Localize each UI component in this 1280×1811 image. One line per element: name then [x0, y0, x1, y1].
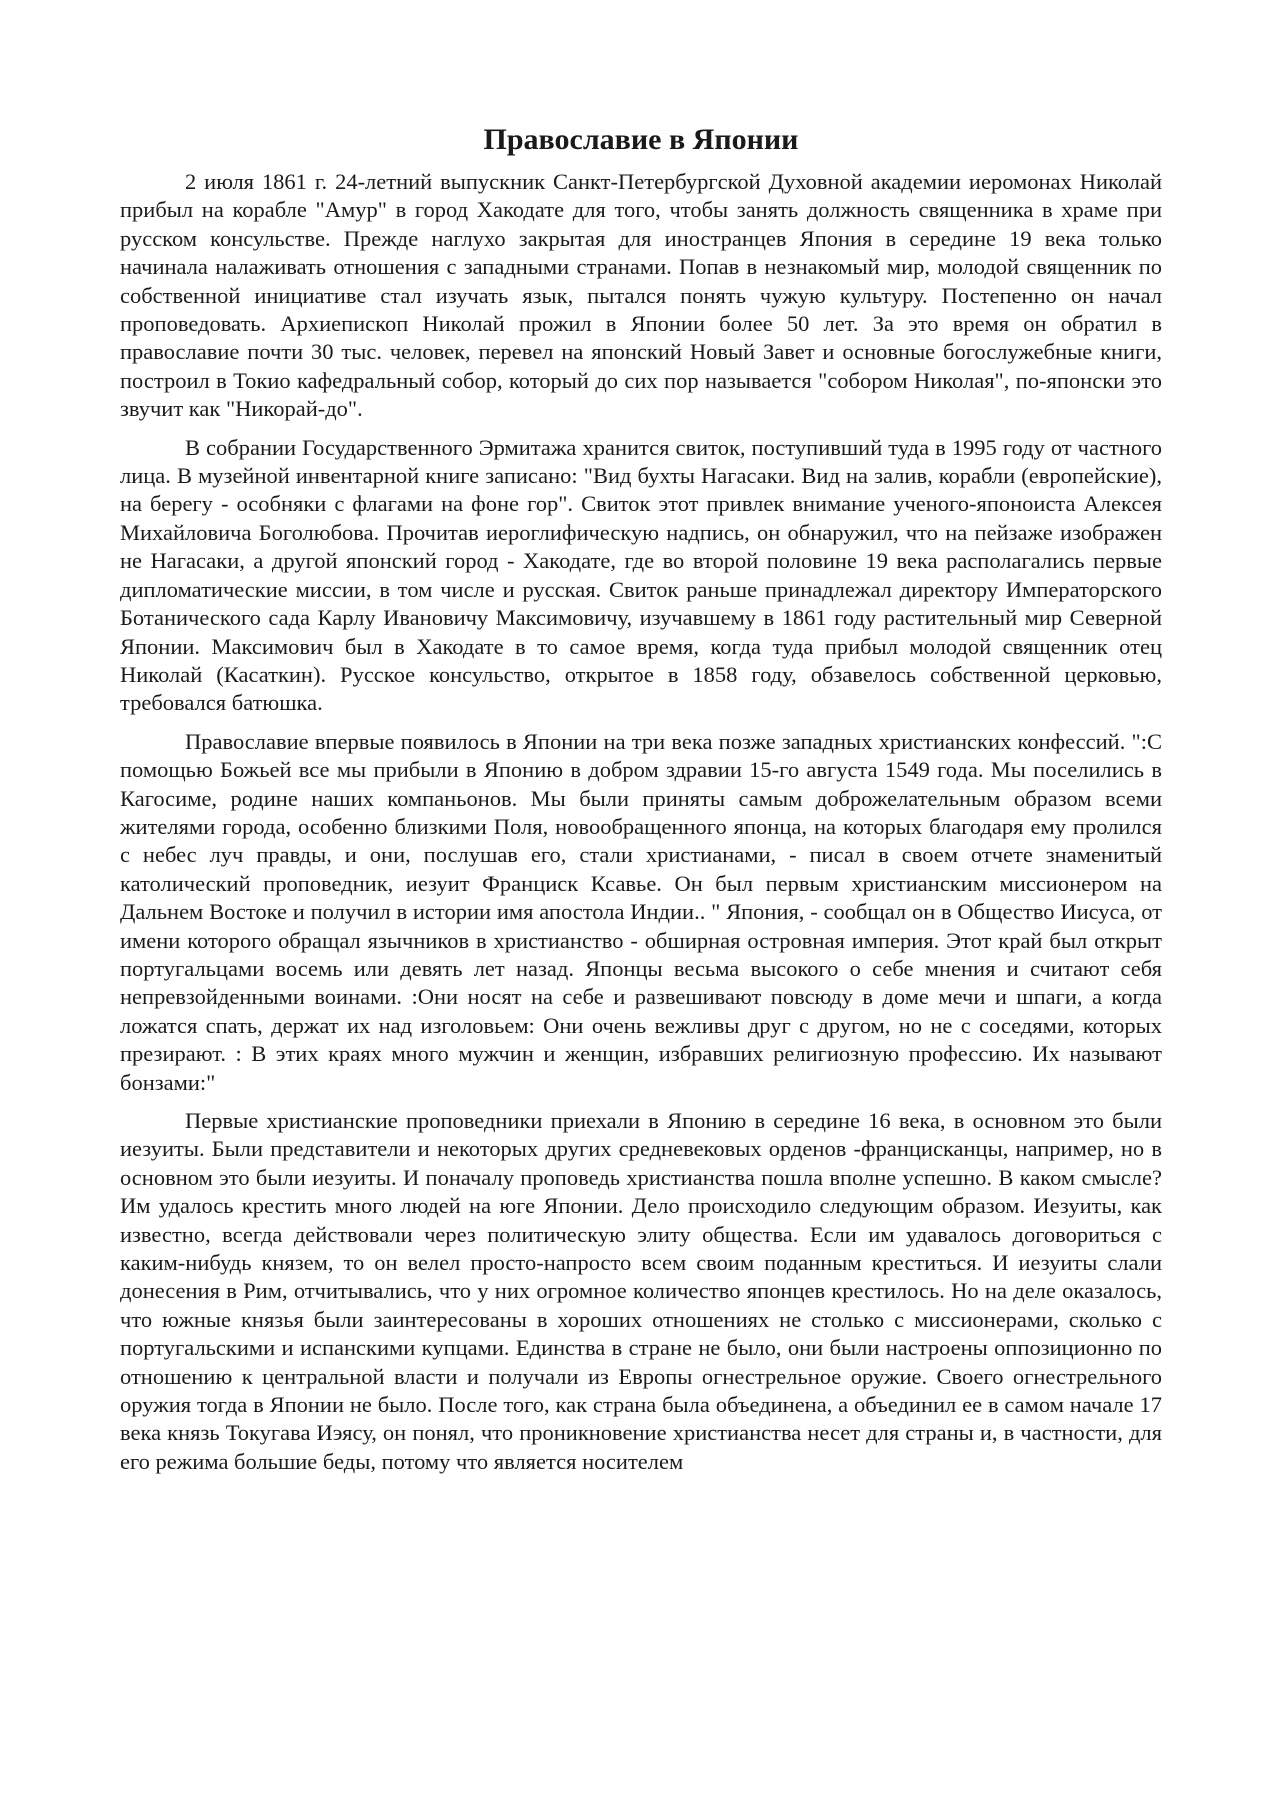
document-page: [120, 118, 1162, 1476]
paragraph-3: Православие впервые появилось в Японии на три века позже западных христианских конфессий. ":С помощью Божьей все мы прибыли в Японию в добром здравии 15-го августа 1549 года. Мы поселились в Кагосиме, родине наших компаньонов. Мы были приняты самым доброжелательным образом всеми жителями города, особенно близкими Поля, новообращенного японца, на которых благодаря ему пролился с небес луч правды, и они, послушав его, стали христианами, - писал в своем отчете знаменитый католический проповедник, иезуит Франциск Ксавье. Он был первым христианским миссионером на Дальнем Востоке и получил в истории имя апостола Индии.. " Япония, - сообщал он в Общество Иисуса, от имени которого обращал язычников в христианство - обширная островная империя. Этот край был открыт португальцами восемь или девять лет назад. Японцы весьма высокого о себе мнения и считают себя непревзойденными воинами. :Они носят на себе и развешивают повсюду в доме мечи и шпаги, а когда ложатся спать, держат их над изголовьем: Они очень вежливы друг с другом, но не с соседями, которых презирают. : В этих краях много мужчин и женщин, избравших религиозную профессию. Их называют бонзами:": [120, 728, 1162, 1095]
paragraph-4: Первые христианские проповедники приехали в Японию в середине 16 века, в основном это были иезуиты. Были представители и некоторых других средневековых орденов -францисканцы, например, но в основном это были иезуиты. И поначалу проповедь христианства пошла вполне успешно. В каком смысле? Им удалось крестить много людей на юге Японии. Дело происходило следующим образом. Иезуиты, как известно, всегда действовали через политическую элиту общества. Если им удавалось договориться с каким-нибудь князем, то он велел просто-напросто всем своим поданным креститься. И иезуиты слали донесения в Рим, отчитывались, что у них огромное количество японцев крестилось. Но на деле оказалось, что южные князья были заинтересованы в хороших отношениях не столько с миссионерами, сколько с португальскими и испанскими купцами. Единства в стране не было, они были настроены оппозиционно по отношению к центральной власти и получали из Европы огнестрельное оружие. Своего огнестрельного оружия тогда в Японии не было. После того, как страна была объединена, а объединил ее в самом начале 17 века князь Токугава Иэясу, он понял, что проникновение христианства несет для страны и, в частности, для его режима большие беды, потому что является носителем: [120, 1108, 1162, 1474]
page-title: Православие в Японии: [483, 123, 799, 156]
paragraph-1: 2 июля 1861 г. 24-летний выпускник Санкт-Петербургской Духовной академии иеромонах Николай прибыл на корабле "Амур" в город Хакодате для того, чтобы занять должность священника в храме при русском консульстве. Прежде наглухо закрытая для иностранцев Япония в середине 19 века только начинала налаживать отношения с западными странами. Попав в незнакомый мир, молодой священник по собственной инициативе стал изучать язык, пытался понять чужую культуру. Постепенно он начал проповедовать. Архиепископ Николай прожил в Японии более 50 лет. За это время он обратил в православие почти 30 тыс. человек, перевел на японский Новый Завет и основные богослужебные книги, построил в Токио кафедральный собор, который до сих пор называется "собором Николая", по-японски это звучит как "Никорай-до".: [120, 169, 1162, 422]
paragraph-2: В собрании Государственного Эрмитажа хранится свиток, поступивший туда в 1995 году от частного лица. В музейной инвентарной книге записано: "Вид бухты Нагасаки. Вид на залив, корабли (европейские), на берегу - особняки с флагами на фоне гор". Свиток этот привлек внимание ученого-японоиста Алексея Михайловича Боголюбова. Прочитав иероглифическую надпись, он обнаружил, что на пейзаже изображен не Нагасаки, а другой японский город - Хакодате, где во второй половине 19 века располагались первые дипломатические миссии, в том числе и русская. Свиток раньше принадлежал директору Императорского Ботанического сада Карлу Ивановичу Максимовичу, изучавшему в 1861 году растительный мир Северной Японии. Максимович был в Хакодате в то самое время, когда туда прибыл молодой священник отец Николай (Касаткин). Русское консульство, открытое в 1858 году, обзавелось собственной церковью, требовался батюшка.: [120, 434, 1162, 716]
